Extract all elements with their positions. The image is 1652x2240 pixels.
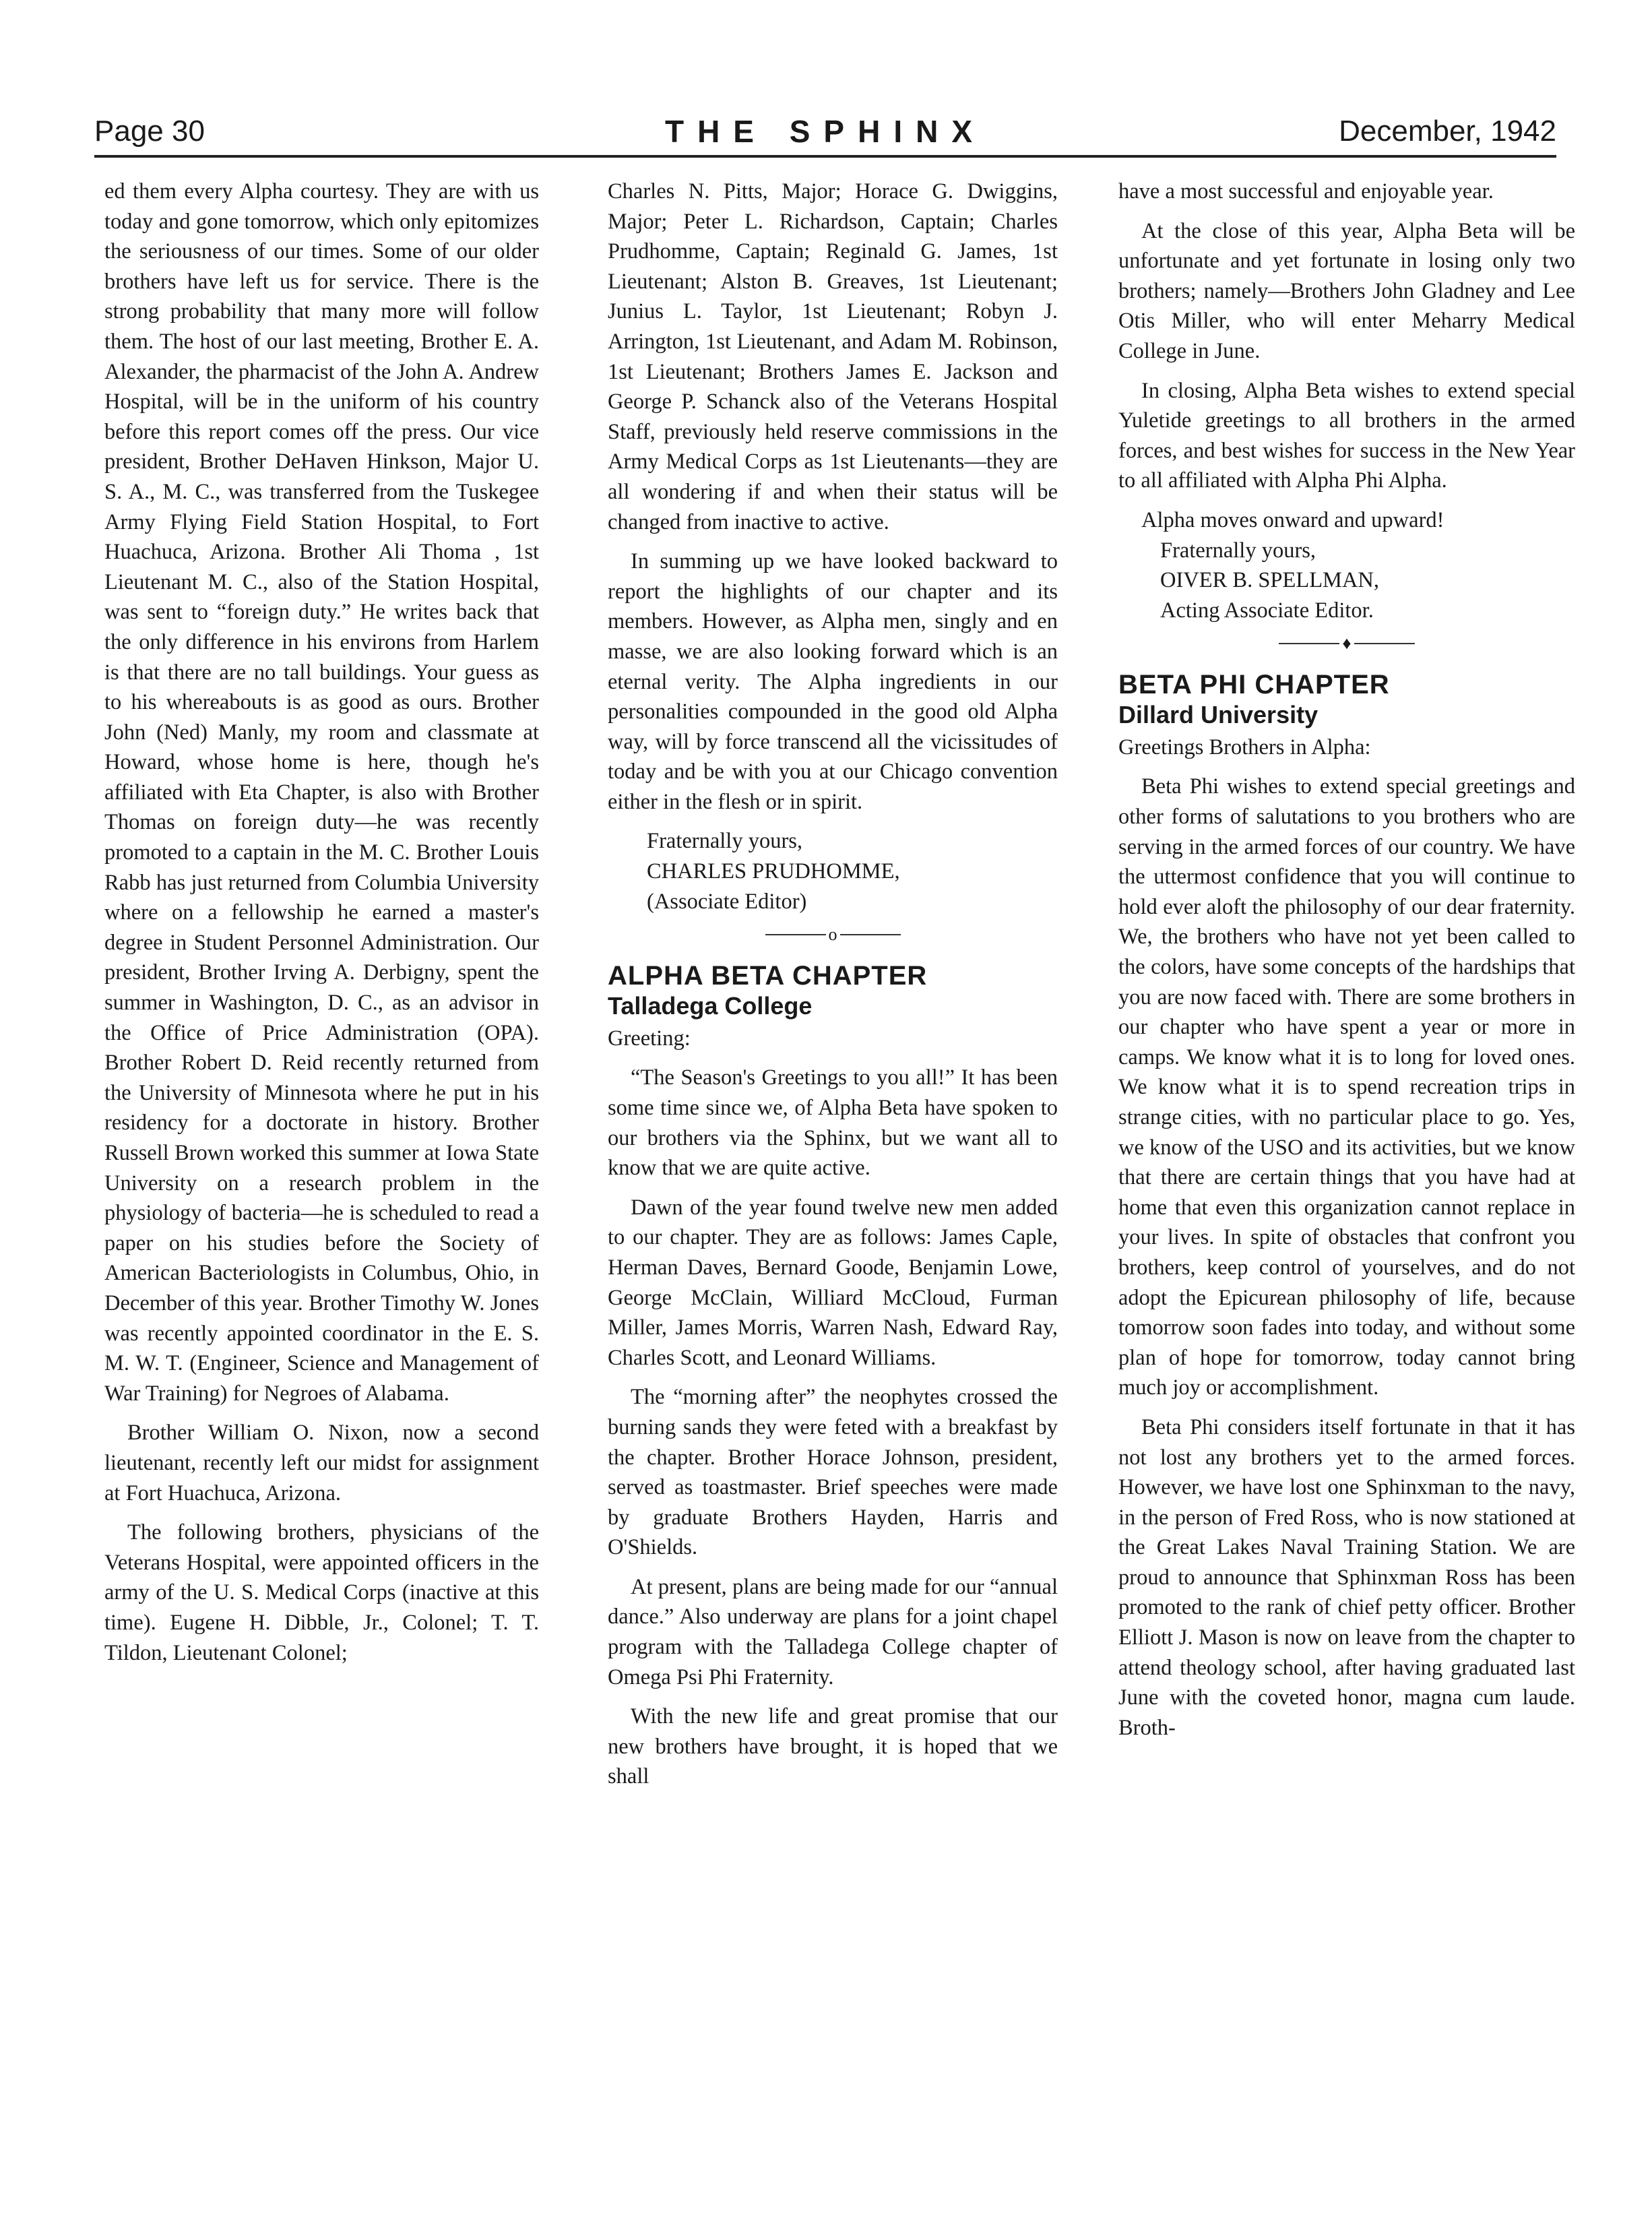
greeting: Greetings Brothers in Alpha: [1118, 735, 1371, 759]
separator-line [1279, 643, 1339, 644]
paragraph: Charles N. Pitts, Major; Horace G. Dwiggins, Major; Peter L. Richardson, Captain; Charles Prudhomme, Captain; Reginald G. James, 1st Lieutenant; Alston B. Greaves, 1st Lieutenant; Junius L. Taylor, 1st Lieutenant; Robyn J. Arrington, 1st Lieutenant, and Adam M. Robinson, 1st Lieutenant; Brothers James E. Jackson and George P. Schanck also of the Veterans Hospital Staff, previously held reserve commissions in the Army Medical Corps as 1st Lieutenants—they are all wondering if and when their status will be changed from inactive to active. [608, 179, 1058, 534]
separator-mark: o [828, 924, 837, 944]
paragraph: The “morning after” the neophytes crossed the burning sands they were feted with a breakfast by the chapter. Brother Horace Johnson, president, served as toastmaster. Brief speeches were made by graduate Brothers Hayden, Harris and O'Shields. [608, 1385, 1058, 1560]
column-1 [104, 177, 539, 1677]
page-number: Page 30 [94, 115, 205, 148]
paragraph: In closing, Alpha Beta wishes to extend special Yuletide greetings to all brothers in the armed forces, and best wishes for success in the New Year to all affiliated with Alpha Phi Alpha. [1118, 378, 1575, 493]
page-header [94, 113, 1556, 158]
paragraph: With the new life and great promise that our new brothers have brought, it is hoped that we shall [608, 1704, 1058, 1789]
section-separator [1118, 633, 1575, 652]
chapter-school: Dillard University [1118, 700, 1319, 728]
column-2 [608, 177, 1058, 1801]
signoff-name: OIVER B. SPELLMAN, [1160, 568, 1380, 593]
chapter-school: Talladega College [608, 991, 813, 1020]
signoff-closing: Fraternally yours, [1160, 538, 1316, 563]
signoff-role: (Associate Editor) [647, 889, 807, 914]
paragraph: Dawn of the year found twelve new men added to our chapter. They are as follows: James Caple, Herman Daves, Bernard Goode, Benjamin Lowe, George McClain, Williard McCloud, Furman Miller, James Morris, Warren Nash, Edward Ray, Charles Scott, and Leonard Williams. [608, 1195, 1058, 1370]
signoff [647, 826, 1058, 916]
paragraph: have a most successful and enjoyable year. [1118, 179, 1494, 204]
paragraph: “The Season's Greetings to you all!” It has been some time since we, of Alpha Beta have spoken to our brothers via the Sphinx, but we want all to know that we are quite active. [608, 1065, 1058, 1181]
chapter-heading: BETA PHI CHAPTER [1118, 669, 1390, 699]
chapter-heading: ALPHA BETA CHAPTER [608, 960, 928, 991]
paragraph: Beta Phi considers itself fortunate in that it has not lost any brothers yet to the armed forces. However, we have lost one Sphinxman to the navy, in the person of Fred Ross, who is now stationed at the Great Lakes Naval Training Station. We are proud to announce that Sphinxman Ross has been promoted to the rank of chief petty officer. Brother Elliott J. Mason is now on leave from the chapter to attend theology school, after having graduated last June with the coveted honor, magna cum laude. Broth- [1118, 1414, 1575, 1740]
magazine-title: THE SPHINX [664, 114, 986, 149]
paragraph: Alpha moves onward and upward! [1141, 507, 1444, 532]
issue-date: December, 1942 [1339, 115, 1556, 148]
paragraph: At the close of this year, Alpha Beta will be unfortunate and yet fortunate in losing only two brothers; namely—Brothers John Gladney and Lee Otis Miller, who will enter Meharry Medical College in June. [1118, 218, 1575, 363]
column-3 [1118, 177, 1575, 1752]
paragraph: At present, plans are being made for our “annual dance.” Also underway are plans for a joint chapel program with the Talladega College chapter of Omega Psi Phi Fraternity. [608, 1574, 1058, 1689]
separator-line [765, 934, 826, 935]
paragraph: Brother William O. Nixon, now a second lieutenant, recently left our midst for assignment at Fort Huachuca, Arizona. [104, 1421, 539, 1505]
separator-mark: ♦ [1342, 633, 1352, 653]
signoff-role: Acting Associate Editor. [1160, 598, 1374, 623]
separator-line [1354, 643, 1415, 644]
signoff-name: CHARLES PRUDHOMME, [647, 859, 900, 884]
greeting: Greeting: [608, 1026, 691, 1051]
separator-line [840, 934, 901, 935]
signoff [1160, 536, 1575, 626]
paragraph: ed them every Alpha courtesy. They are with us today and gone tomorrow, which only epitomizes the seriousness of our times. Some of our older brothers have left us for service. There is the strong probability that many more will follow them. The host of our last meeting, Brother E. A. Alexander, the pharmacist of the John A. Andrew Hospital, will be in the uniform of his country before this report comes off the press. Our vice president, Brother DeHaven Hinkson, Major U. S. A., M. C., was transferred from the Tuskegee Army Flying Field Station Hospital, to Fort Huachuca, Arizona. Brother Ali Thoma , 1st Lieutenant M. C., also of the Station Hospital, was sent to “foreign duty.” He writes back that the only difference in his environs from Harlem is that there are no tall buildings. Your guess as to his whereabouts is as good as ours. Brother John (Ned) Manly, my room and classmate at Howard, whose home is here, though he's affiliated with Eta Chapter, is also with Brother Thomas on foreign duty—he was recently promoted to a captain in the M. C. Brother Louis Rabb has just returned from Columbia University where on a fellowship he earned a master's degree in Student Personnel Administration. Our president, Brother Irving A. Derbigny, spent the summer in Washington, D. C., as an advisor in the Office of Price Administration (OPA). Brother Robert D. Reid recently returned from the University of Minnesota where he put in his residency for a doctorate in history. Brother Russell Brown worked this summer at Iowa State University on a research problem in the physiology of bacteria—he is scheduled to read a paper on his studies before the Society of American Bacteriologists in Columbus, Ohio, in December of this year. Brother Timothy W. Jones was recently appointed coordinator in the E. S. M. W. T. (Engineer, Science and Management of War Training) for Negroes of Alabama. [104, 179, 539, 1406]
signoff-closing: Fraternally yours, [647, 829, 803, 854]
paragraph: Beta Phi wishes to extend special greetings and other forms of salutations to you brothers who are serving in the armed forces of our country. We have the uttermost confidence that you will continue to hold ever aloft the philosophy of our dear fraternity. We, the brothers who have not yet been called to the colors, have some concepts of the hardships that you are now faced with. There are some brothers in our chapter who have spent a year or more in camps. We know what it is to long for loved ones. We know what it is to spend recreation trips in strange cities, with no particular place to go. Yes, we know of the USO and its activities, but we know that there are certain things that you have had at home that even this organization cannot replace in your lives. In spite of obstacles that confront you brothers, keep control of yourselves, and do not adopt the Epicurean philosophy of life, because tomorrow soon fades into today, and without some plan of hope for tomorrow, today cannot bring much joy or accomplishment. [1118, 774, 1575, 1400]
paragraph: In summing up we have looked backward to report the highlights of our chapter and its members. However, as Alpha men, singly and en masse, we are also looking forward which is an eternal verity. The Alpha ingredients in our personalities compounded in the good old Alpha way, will by force transcend all the vicissitudes of today and be with you at our Chicago convention either in the flesh or in spirit. [608, 549, 1058, 814]
paragraph: The following brothers, physicians of the Veterans Hospital, were appointed officers in the army of the U. S. Medical Corps (inactive at this time). Eugene H. Dibble, Jr., Colonel; T. T. Tildon, Lieutenant Colonel; [104, 1520, 539, 1665]
section-separator [608, 925, 1058, 943]
